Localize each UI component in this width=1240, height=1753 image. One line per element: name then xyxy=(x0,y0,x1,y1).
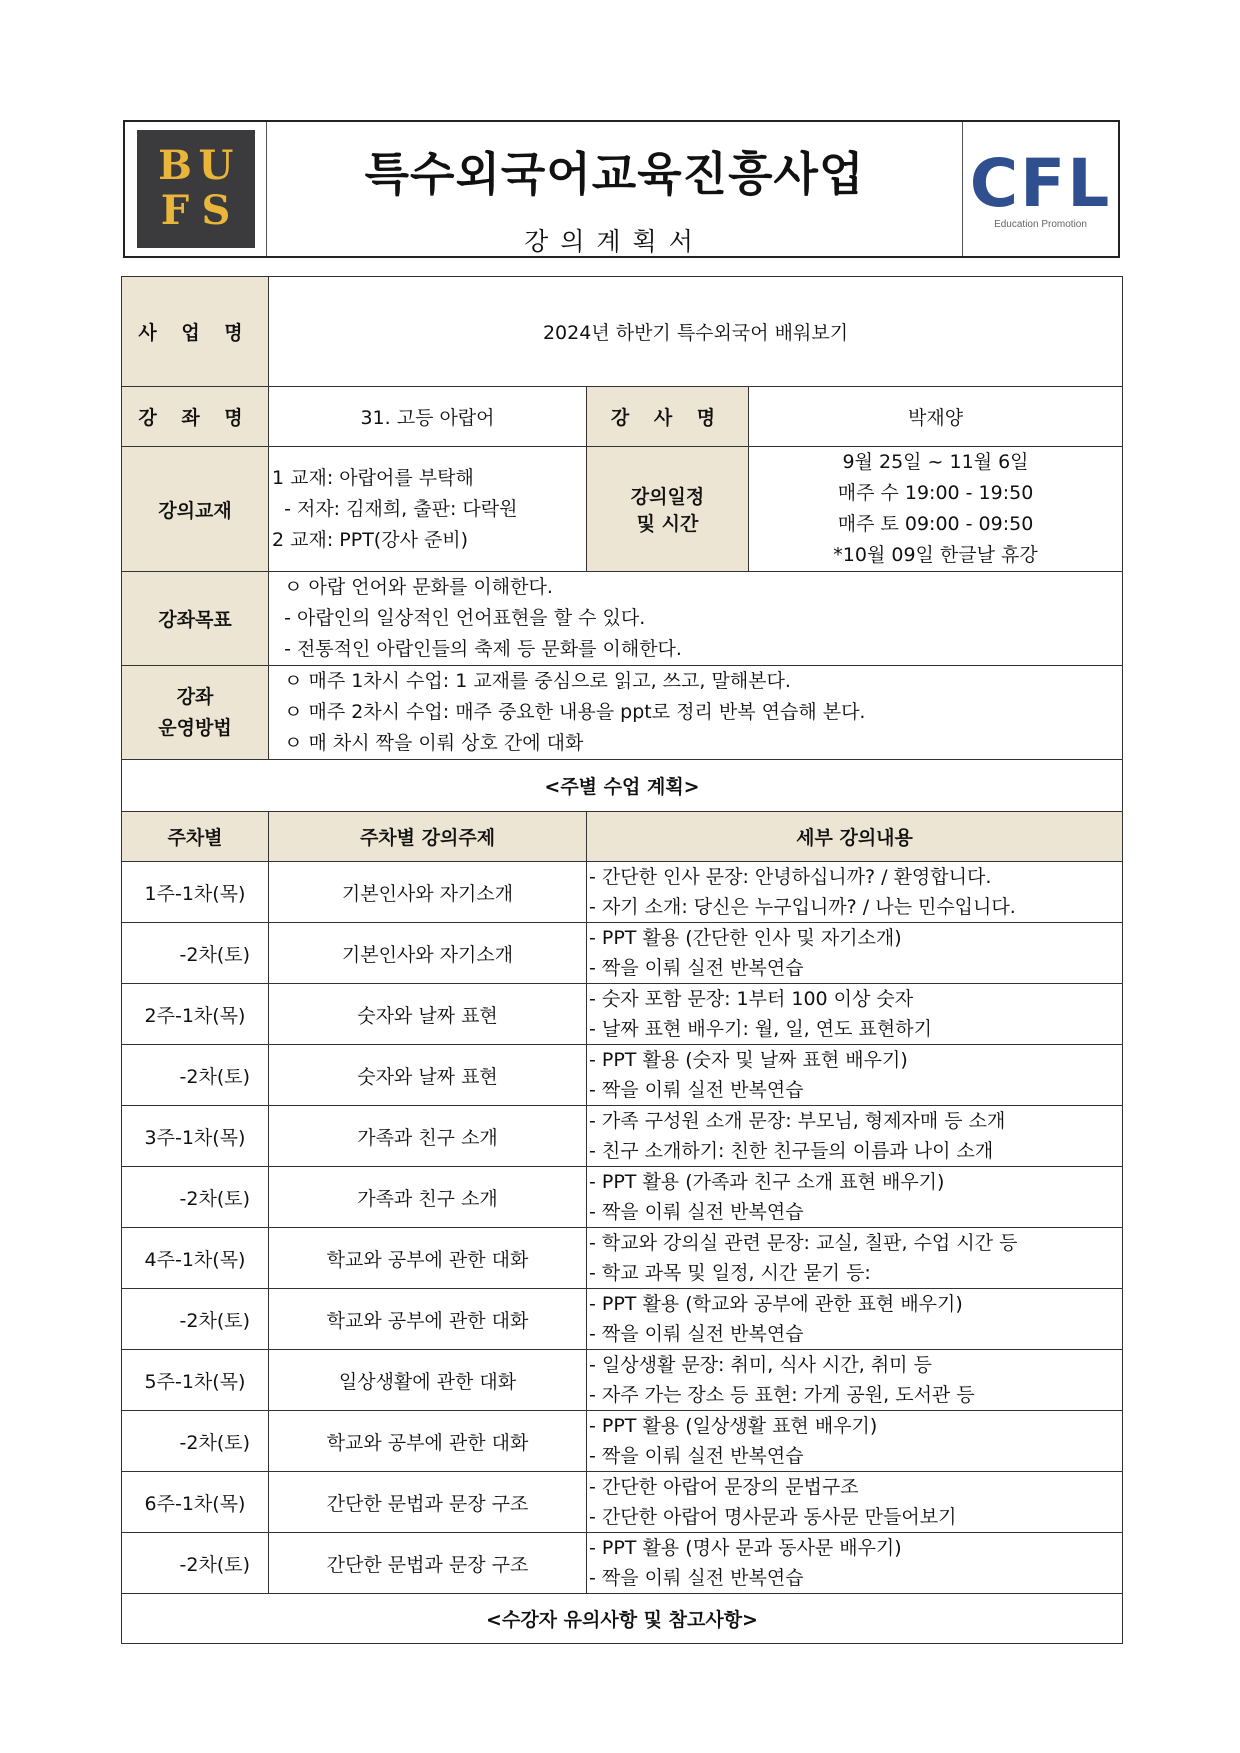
detail-line: - 짝을 이뤄 실전 반복연습 xyxy=(589,957,804,979)
week-cell: -2차(토) xyxy=(122,1289,269,1350)
cfl-logo xyxy=(962,122,1118,256)
detail-line: - PPT 활용 (학교와 공부에 관한 표현 배우기) xyxy=(589,1293,963,1315)
detail-line: - PPT 활용 (명사 문과 동사문 배우기) xyxy=(589,1537,902,1559)
goal-row xyxy=(122,572,1123,666)
course-value: 31. 고등 아랍어 xyxy=(269,387,587,447)
detail-cell xyxy=(587,1106,1123,1167)
detail-line: - 간단한 아랍어 명사문과 동사문 만들어보기 xyxy=(589,1506,957,1528)
detail-line: - PPT 활용 (간단한 인사 및 자기소개) xyxy=(589,927,902,949)
detail-line: - 간단한 인사 문장: 안녕하십니까? / 환영합니다. xyxy=(589,866,992,888)
detail-cell xyxy=(587,1350,1123,1411)
topic-cell: 학교와 공부에 관한 대화 xyxy=(269,1411,587,1472)
goal-line: - 아랍인의 일상적인 언어표현을 할 수 있다. xyxy=(272,607,646,629)
bufs-logo-cell xyxy=(125,122,267,256)
bufs-logo-letter: S xyxy=(201,187,231,234)
column-header-week: 주차별 xyxy=(122,812,269,862)
bufs-logo xyxy=(137,130,255,248)
goal-line: ㅇ 아랍 언어와 문화를 이해한다. xyxy=(272,576,553,598)
detail-cell xyxy=(587,1228,1123,1289)
week-cell: 2주-1차(목) xyxy=(122,984,269,1045)
detail-line: - 자주 가는 장소 등 표현: 가게 공원, 도서관 등 xyxy=(589,1384,975,1406)
cfl-logo-subtext: Education Promotion xyxy=(994,218,1087,230)
table-row xyxy=(122,1289,1123,1350)
table-row xyxy=(122,1106,1123,1167)
detail-line: - 학교 과목 및 일정, 시간 묻기 등: xyxy=(589,1262,871,1284)
detail-line: - 자기 소개: 당신은 누구입니까? / 나는 민수입니다. xyxy=(589,896,1016,918)
weekly-header-row xyxy=(122,812,1123,862)
detail-line: - 가족 구성원 소개 문장: 부모님, 형제자매 등 소개 xyxy=(589,1110,1006,1132)
method-row xyxy=(122,666,1123,760)
schedule-line: 9월 25일 ~ 11월 6일 xyxy=(842,451,1029,473)
bufs-logo-letter: B xyxy=(158,142,192,189)
goal-line: - 전통적인 아랍인들의 축제 등 문화를 이해한다. xyxy=(272,638,682,660)
schedule-label-line: 강의일정 xyxy=(630,486,705,508)
method-line: ㅇ 매주 2차시 수업: 매주 중요한 내용을 ppt로 정리 반복 연습해 본다. xyxy=(272,701,866,723)
method-line: ㅇ 매주 1차시 수업: 1 교재를 중심으로 읽고, 쓰고, 말해본다. xyxy=(272,670,791,692)
table-row xyxy=(122,1045,1123,1106)
detail-cell xyxy=(587,1472,1123,1533)
topic-cell: 숫자와 날짜 표현 xyxy=(269,1045,587,1106)
topic-cell: 숫자와 날짜 표현 xyxy=(269,984,587,1045)
table-row xyxy=(122,984,1123,1045)
course-label: 강 좌 명 xyxy=(122,387,269,447)
weekly-rows xyxy=(122,862,1123,1594)
document-title: 특수외국어교육진흥사업 xyxy=(364,147,865,201)
topic-cell: 간단한 문법과 문장 구조 xyxy=(269,1533,587,1594)
topic-cell: 가족과 친구 소개 xyxy=(269,1167,587,1228)
week-cell: 3주-1차(목) xyxy=(122,1106,269,1167)
table-row xyxy=(122,1167,1123,1228)
detail-cell xyxy=(587,984,1123,1045)
column-header-topic: 주차별 강의주제 xyxy=(269,812,587,862)
topic-cell: 학교와 공부에 관한 대화 xyxy=(269,1228,587,1289)
document-subtitle: 강의계획서 xyxy=(524,227,705,256)
schedule-line: *10월 09일 한글날 휴강 xyxy=(833,544,1038,566)
table-row xyxy=(122,1228,1123,1289)
detail-line: - 짝을 이뤄 실전 반복연습 xyxy=(589,1079,804,1101)
topic-cell: 기본인사와 자기소개 xyxy=(269,862,587,923)
project-row xyxy=(122,277,1123,387)
schedule-value xyxy=(749,447,1123,572)
bufs-logo-letter: F xyxy=(160,187,190,234)
topic-cell: 간단한 문법과 문장 구조 xyxy=(269,1472,587,1533)
textbook-line: 2 교재: PPT(강사 준비) xyxy=(272,528,469,551)
topic-cell: 일상생활에 관한 대화 xyxy=(269,1350,587,1411)
week-cell: -2차(토) xyxy=(122,1533,269,1594)
detail-cell xyxy=(587,1289,1123,1350)
document-header xyxy=(123,120,1120,258)
detail-line: - 친구 소개하기: 친한 친구들의 이름과 나이 소개 xyxy=(589,1140,994,1162)
table-row xyxy=(122,923,1123,984)
textbook-value xyxy=(269,447,587,572)
detail-cell xyxy=(587,1045,1123,1106)
topic-cell: 기본인사와 자기소개 xyxy=(269,923,587,984)
textbook-row xyxy=(122,447,1123,572)
lecture-plan-table xyxy=(121,276,1123,1644)
detail-line: - 짝을 이뤄 실전 반복연습 xyxy=(589,1201,804,1223)
topic-cell: 학교와 공부에 관한 대화 xyxy=(269,1289,587,1350)
detail-line: - 짝을 이뤄 실전 반복연습 xyxy=(589,1567,804,1589)
method-line: ㅇ 매 차시 짝을 이뤄 상호 간에 대화 xyxy=(272,732,584,754)
detail-line: - 숫자 포함 문장: 1부터 100 이상 숫자 xyxy=(589,988,914,1010)
detail-line: - PPT 활용 (일상생활 표현 배우기) xyxy=(589,1415,878,1437)
week-cell: -2차(토) xyxy=(122,1045,269,1106)
header-title-area xyxy=(267,122,962,256)
project-label: 사 업 명 xyxy=(122,277,269,387)
detail-cell xyxy=(587,1533,1123,1594)
detail-line: - 학교와 강의실 관련 문장: 교실, 칠판, 수업 시간 등 xyxy=(589,1232,1018,1254)
project-value: 2024년 하반기 특수외국어 배워보기 xyxy=(269,277,1123,387)
schedule-line: 매주 수 19:00 - 19:50 xyxy=(837,482,1034,504)
week-cell: -2차(토) xyxy=(122,1411,269,1472)
detail-cell xyxy=(587,1411,1123,1472)
schedule-line: 매주 토 09:00 - 09:50 xyxy=(837,513,1034,535)
detail-line: - 짝을 이뤄 실전 반복연습 xyxy=(589,1445,804,1467)
detail-line: - PPT 활용 (숫자 및 날짜 표현 배우기) xyxy=(589,1049,908,1071)
bufs-logo-letter: U xyxy=(198,142,234,189)
week-cell: 5주-1차(목) xyxy=(122,1350,269,1411)
notes-title: <수강자 유의사항 및 참고사항> xyxy=(122,1594,1123,1644)
detail-line: - 짝을 이뤄 실전 반복연습 xyxy=(589,1323,804,1345)
method-label-line: 운영방법 xyxy=(158,716,232,739)
detail-line: - 날짜 표현 배우기: 월, 일, 연도 표현하기 xyxy=(589,1018,932,1040)
instructor-label: 강 사 명 xyxy=(587,387,749,447)
textbook-line: - 저자: 김재희, 출판: 다락원 xyxy=(272,497,518,520)
table-row xyxy=(122,1411,1123,1472)
detail-line: - 간단한 아랍어 문장의 문법구조 xyxy=(589,1476,859,1498)
week-cell: 1주-1차(목) xyxy=(122,862,269,923)
schedule-label-line: 및 시간 xyxy=(636,513,699,535)
instructor-value: 박재양 xyxy=(749,387,1123,447)
method-label xyxy=(122,666,269,760)
schedule-label xyxy=(587,447,749,572)
detail-cell xyxy=(587,862,1123,923)
weekly-section-title: <주별 수업 계획> xyxy=(122,760,1123,812)
week-cell: -2차(토) xyxy=(122,923,269,984)
weekly-section-row xyxy=(122,760,1123,812)
table-row xyxy=(122,1472,1123,1533)
week-cell: 4주-1차(목) xyxy=(122,1228,269,1289)
detail-line: - 일상생활 문장: 취미, 식사 시간, 취미 등 xyxy=(589,1354,932,1376)
table-row xyxy=(122,1533,1123,1594)
table-row xyxy=(122,862,1123,923)
table-row xyxy=(122,1350,1123,1411)
method-label-line: 강좌 xyxy=(176,685,214,708)
method-value xyxy=(269,666,1123,760)
week-cell: 6주-1차(목) xyxy=(122,1472,269,1533)
goal-label: 강좌목표 xyxy=(122,572,269,666)
cfl-logo-text: CFL xyxy=(969,144,1112,222)
textbook-line: 1 교재: 아랍어를 부탁해 xyxy=(272,466,474,489)
detail-cell xyxy=(587,1167,1123,1228)
topic-cell: 가족과 친구 소개 xyxy=(269,1106,587,1167)
notes-row xyxy=(122,1594,1123,1644)
goal-value xyxy=(269,572,1123,666)
column-header-detail: 세부 강의내용 xyxy=(587,812,1123,862)
detail-cell xyxy=(587,923,1123,984)
detail-line: - PPT 활용 (가족과 친구 소개 표현 배우기) xyxy=(589,1171,945,1193)
textbook-label: 강의교재 xyxy=(122,447,269,572)
course-row xyxy=(122,387,1123,447)
week-cell: -2차(토) xyxy=(122,1167,269,1228)
